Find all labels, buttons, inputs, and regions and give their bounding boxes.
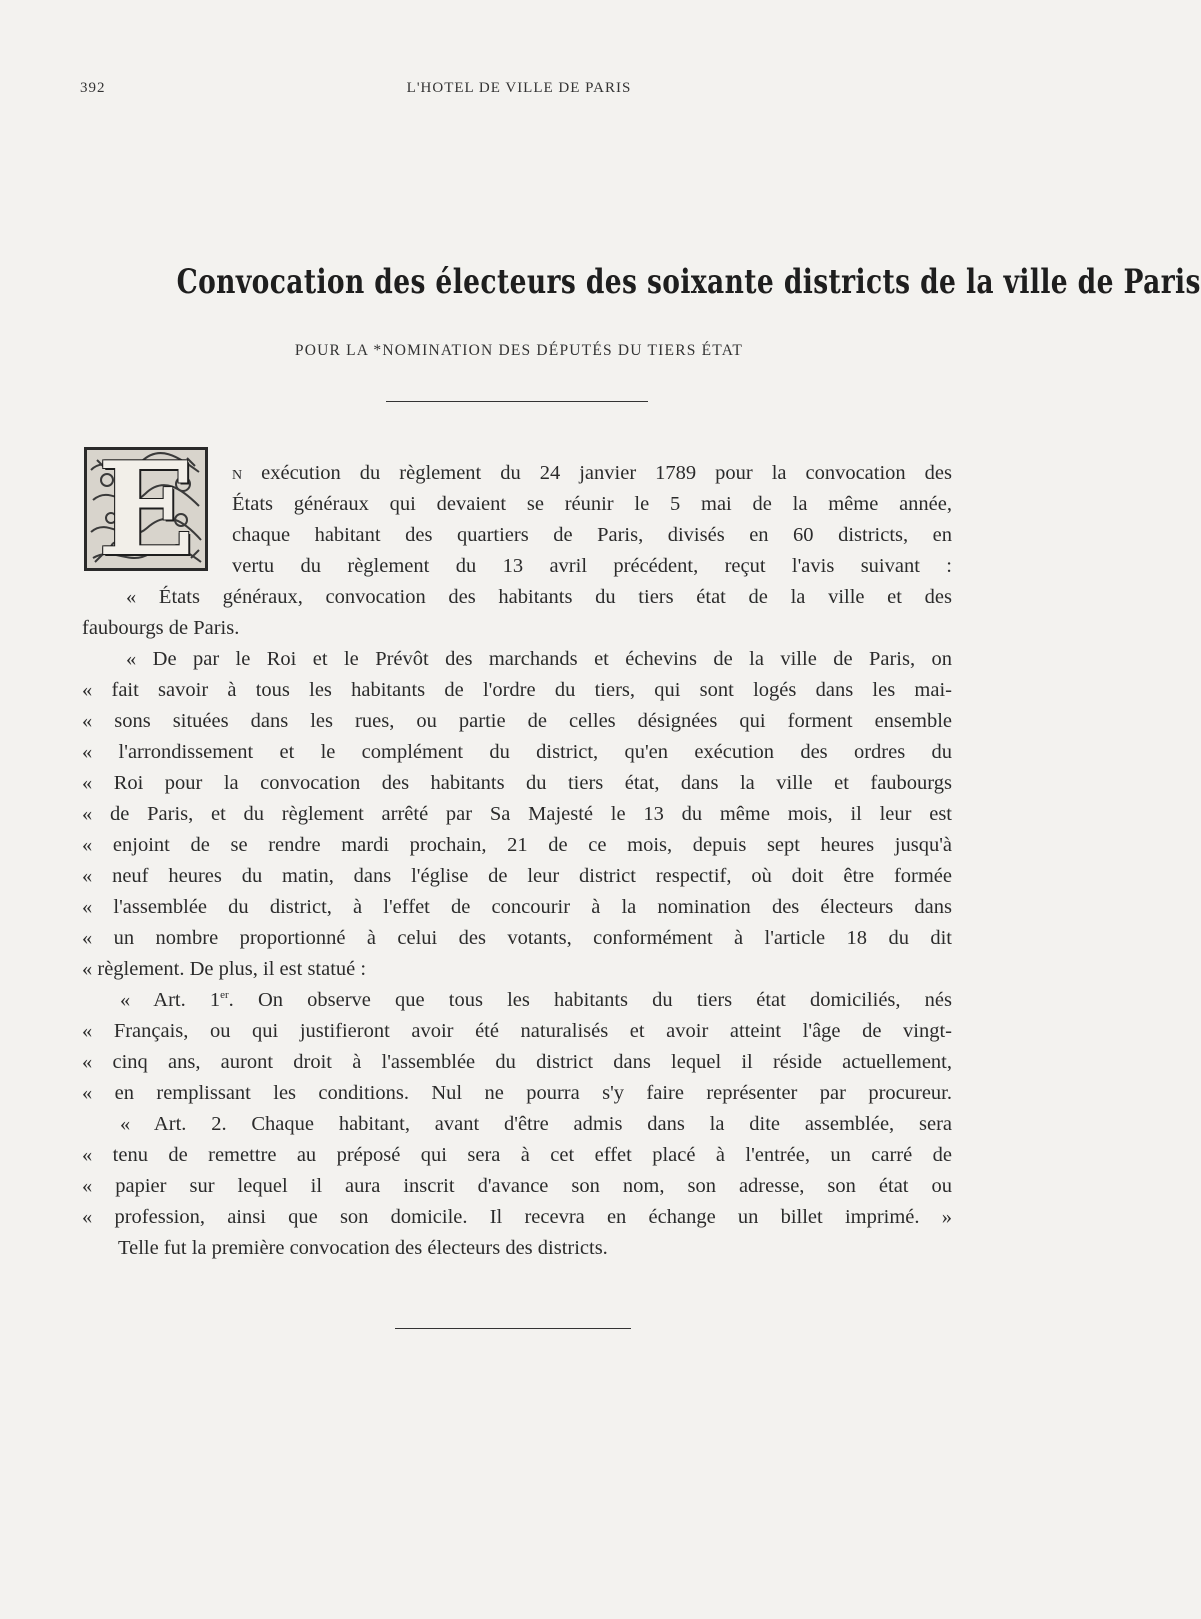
text-line: « enjoint de se rendre mardi prochain, 21 de ce mois, depuis sept heures jusqu'à xyxy=(82,834,952,856)
text-line: « De par le Roi et le Prévôt des marchands et échevins de la ville de Paris, on xyxy=(126,648,952,670)
text-line: « fait savoir à tous les habitants de l'ordre du tiers, qui sont logés dans les mai- xyxy=(82,679,952,701)
page-number: 392 xyxy=(80,80,106,96)
text-line: « Français, ou qui justifieront avoir été naturalisés et avoir atteint l'âge de vingt- xyxy=(82,1020,952,1042)
text-line: « profession, ainsi que son domicile. Il recevra en échange un billet imprimé. » xyxy=(82,1206,952,1228)
text-line: « sons situées dans les rues, ou partie de celles désignées qui forment ensemble xyxy=(82,710,952,732)
text-line: « Art. 2. Chaque habitant, avant d'être admis dans la dite assemblée, sera xyxy=(120,1113,952,1135)
running-title: L'HOTEL DE VILLE DE PARIS xyxy=(406,80,632,96)
text-line: « Art. 1er. On observe que tous les habitants du tiers état domiciliés, nés xyxy=(120,989,952,1011)
text-line: chaque habitant des quartiers de Paris, divisés en 60 districts, en xyxy=(232,524,952,546)
text-line: « un nombre proportionné à celui des votants, conformément à l'article 18 du dit xyxy=(82,927,952,949)
text-line: « neuf heures du matin, dans l'église de leur district respectif, où doit être formée xyxy=(82,865,952,887)
text-line: vertu du règlement du 13 avril précédent, reçut l'avis suivant : xyxy=(232,555,952,577)
body-text xyxy=(82,458,952,1264)
chapter-subtitle: POUR LA *NOMINATION DES DÉPUTÉS DU TIERS ÉTAT xyxy=(294,342,744,359)
text-line: « cinq ans, auront droit à l'assemblée du district dans lequel il réside actuellement, xyxy=(82,1051,952,1073)
text-line: « tenu de remettre au préposé qui sera à cet effet placé à l'entrée, un carré de xyxy=(82,1144,952,1166)
text-line: « États généraux, convocation des habitants du tiers état de la ville et des xyxy=(126,586,952,608)
text-line: « l'assemblée du district, à l'effet de concourir à la nomination des électeurs dans xyxy=(82,896,952,918)
text-line: États généraux qui devaient se réunir le 5 mai de la même année, xyxy=(232,493,952,515)
title-divider xyxy=(386,401,648,402)
text-line: « règlement. De plus, il est statué : xyxy=(82,958,367,980)
chapter-title: Convocation des électeurs des soixante districts de la ville de Paris xyxy=(176,262,1201,302)
running-head xyxy=(80,80,958,104)
text-line: Telle fut la première convocation des électeurs des districts. xyxy=(118,1237,608,1259)
text-line: « papier sur lequel il aura inscrit d'avance son nom, son adresse, son état ou xyxy=(82,1175,952,1197)
drop-cap-letter: E xyxy=(97,435,195,585)
text-line: « de Paris, et du règlement arrêté par Sa Majesté le 13 du même mois, il leur est xyxy=(82,803,952,825)
text-line: faubourgs de Paris. xyxy=(82,617,240,639)
text-line: N exécution du règlement du 24 janvier 1789 pour la convocation des xyxy=(232,462,952,484)
closing-divider xyxy=(395,1328,631,1329)
text-line: « Roi pour la convocation des habitants du tiers état, dans la ville et faubourgs xyxy=(82,772,952,794)
text-line: « en remplissant les conditions. Nul ne pourra s'y faire représenter par procureur. xyxy=(82,1082,952,1104)
text-line: « l'arrondissement et le complément du district, qu'en exécution des ordres du xyxy=(82,741,952,763)
